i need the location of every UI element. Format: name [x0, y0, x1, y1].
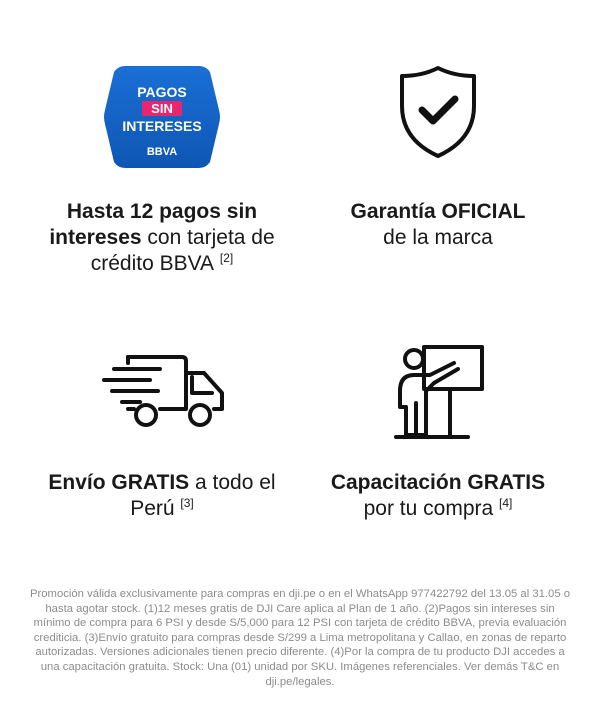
feature-capacitacion-gratis	[316, 470, 560, 522]
feature-4-note: [4]	[499, 496, 513, 510]
feature-garantia-oficial	[316, 199, 560, 251]
feature-1-note: [2]	[219, 251, 234, 265]
feature-3-note: [3]	[180, 496, 194, 510]
feature-2-bold: Garantía OFICIAL	[350, 200, 526, 223]
feature-4-text: por tu compra	[363, 497, 494, 520]
delivery-truck-icon	[100, 353, 226, 429]
trainer-presentation-icon	[390, 343, 486, 439]
badge-line-2: SIN	[151, 101, 173, 116]
badge-brand: BBVA	[146, 146, 178, 158]
feature-envio-gratis	[40, 470, 284, 522]
feature-2-text: de la marca	[383, 226, 493, 249]
feature-3-bold: Envío GRATIS	[48, 471, 190, 494]
bbva-pagos-sin-intereses-badge-icon	[103, 64, 221, 170]
shield-check-icon	[398, 64, 478, 160]
feature-pagos-sin-intereses	[40, 199, 284, 277]
feature-4-bold: Capacitación GRATIS	[330, 471, 546, 494]
feature-1-bold: Hasta 12 pagos sin intereses	[49, 200, 258, 249]
feature-1-text: con tarjeta de crédito BBVA	[90, 226, 275, 275]
legal-disclaimer: Promoción válida exclusivamente para compras en dji.pe o en el WhatsApp 977422792 del 13.05 al 31.05 o hasta agotar stock. (1)12 meses gratis de DJI Care aplica al Plan de 1 año. (2)Pagos sin intereses sin mínimo de compra para 6 PSI y desde S/5,000 para 12 PSI con tarjeta de crédito BBVA, previa evaluación crediticia. (3)Envío gratuito para compras desde S/299 a Lima metropolitana y Callao, en zonas de reparto autorizadas. Versiones adicionales tienen precio diferente. (4)Por la compra de tu producto DJI accedes a una capacitación gratuita. Stock: Una (01) unidad por SKU. Imágenes referenciales. Ver demás T&C en dji.pe/legales.	[29, 588, 571, 688]
badge-line-3: INTERESES	[122, 118, 202, 134]
badge-line-1: PAGOS	[137, 84, 187, 100]
feature-3-text: a todo el Perú	[130, 471, 276, 520]
